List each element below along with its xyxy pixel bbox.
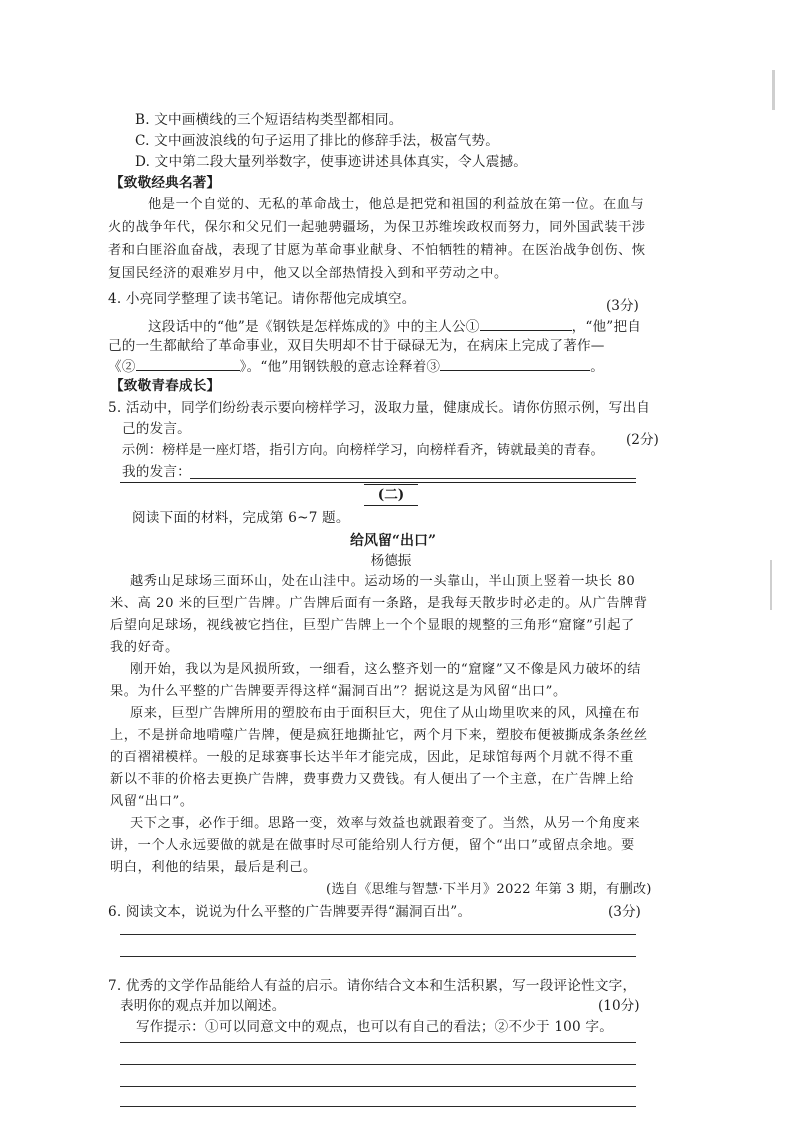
q7-answer-line[interactable]: [120, 1086, 636, 1087]
q4-line3-mid: 》。“他”用钢铁般的意志诠释着③: [239, 359, 441, 375]
option-d: D. 文中第二段大量列举数字，使事迹讲述具体真实，令人震撼。: [135, 154, 528, 170]
article-paragraph-line: 风留“出口”。: [110, 794, 194, 809]
q6-answer-line[interactable]: [120, 956, 636, 957]
q4-line2: 己的一生都献给了革命事业，双目失明却不甘于碌碌无为，在病床上完成了著作—: [108, 338, 605, 354]
q7-answer-line[interactable]: [120, 1042, 636, 1043]
article-paragraph-line: 天下之事，必作于细。思路一变，效率与效益也就跟着变了。当然，从另一个角度来: [130, 816, 641, 831]
q7-answer-line[interactable]: [120, 1064, 636, 1065]
q4-line1: [148, 316, 641, 337]
article-paragraph-line: 讲，一个人永远要做的就是在做事时尽可能给别人行方便，留个“出口”或留点余地。要: [110, 838, 635, 853]
article-paragraph-line: 原来，巨型广告牌所用的塑胶布由于面积巨大，兜住了从山坳里吹来的风，风撞在布: [130, 706, 641, 721]
section-heading-youth: 【致敬青春成长】: [110, 378, 221, 394]
article-paragraph-line: 上，不是拼命地啃噬广告牌，便是疯狂地撕扯它，两个月下来，塑胶布便被撕成条条丝丝: [110, 728, 648, 743]
q4-blank-1[interactable]: [480, 316, 572, 331]
q6-answer-line[interactable]: [120, 934, 636, 935]
article-source: (选自《思维与智慧·下半月》2022 年第 3 期，有删改): [326, 882, 652, 897]
section-heading-classic: 【致敬经典名著】: [110, 175, 221, 191]
option-c: C. 文中画波浪线的句子运用了排比的修辞手法，极富气势。: [135, 133, 500, 149]
article-paragraph-line: 的百褶裙模样。一般的足球赛事长达半年才能完成，因此，足球馆每两个月就不得不重: [110, 750, 634, 765]
q4-blank-3[interactable]: [440, 356, 590, 371]
q4-prompt: 4. 小亮同学整理了读书笔记。请你帮他完成填空。: [108, 291, 416, 307]
q6-prompt: 6. 阅读文本，说说为什么平整的广告牌要弄得“漏洞百出”。: [108, 904, 472, 920]
part-two-label-box: (二): [364, 484, 418, 506]
q5-score: (2分): [626, 432, 659, 448]
classic-passage-line: 火的战争年代，保尔和父兄们一起驰骋疆场，为保卫苏维埃政权而努力，同外国武装干涉: [108, 220, 646, 235]
q7-line1: 7. 优秀的文学作品能给人有益的启示。请你结合文本和生活积累，写一段评论性文字，: [108, 978, 637, 994]
q5-example: 示例：榜样是一座灯塔，指引方向。向榜样学习，向榜样看齐，铸就最美的青春。: [122, 443, 604, 458]
q6-score: (3分): [608, 904, 641, 920]
q4-score: (3分): [606, 298, 639, 314]
q5-answer-label: 我的发言：: [122, 464, 191, 480]
article-paragraph-line: 果。为什么平整的广告牌要弄得这样“漏洞百出”？据说这是为风留“出口”。: [110, 684, 567, 699]
q7-hint: 写作提示：①可以同意文中的观点，也可以有自己的看法；②不少于 100 字。: [136, 1019, 613, 1035]
q4-line3: [108, 356, 604, 377]
article-paragraph-line: 我的好奇。: [110, 640, 179, 655]
part-two-rule-top: [120, 482, 636, 483]
article-paragraph-line: 明白，利他的结果，最后是利己。: [110, 860, 317, 875]
classic-passage-line: 复国民经济的艰难岁月中，他又以全部热情投入到和平劳动之中。: [108, 266, 508, 281]
q5-answer-line[interactable]: [190, 478, 636, 479]
article-title: 给风留“出口”: [349, 533, 437, 549]
classic-passage-line: 他是一个自觉的、无私的革命战士，他总是把党和祖国的利益放在第一位。在血与: [148, 197, 645, 212]
classic-passage-line: 者和白匪浴血奋战，表现了甘愿为革命事业献身、不怕牺牲的精神。在医治战争创伤、恢: [108, 243, 646, 258]
part-two-instruction: 阅读下面的材料，完成第 6~7 题。: [132, 510, 350, 526]
part-two-label: [0, 484, 788, 506]
q4-line1-text: 这段话中的“他”是《钢铁是怎样炼成的》中的主人公①: [148, 319, 480, 335]
article-paragraph-line: 米、高 20 米的巨型广告牌。广告牌后面有一条路，是我每天散步时必走的。从广告牌背: [110, 596, 648, 611]
article-paragraph-line: 越秀山足球场三面环山，处在山洼中。运动场的一头靠山，半山顶上竖着一块长 80: [130, 574, 636, 589]
q4-line3-start: 《②: [108, 359, 136, 375]
q4-line3-end: 。: [590, 359, 605, 375]
q4-line1-end: ，“他”把自: [571, 319, 642, 335]
q7-score: (10分): [598, 998, 640, 1014]
article-paragraph-line: 新以不菲的价格去更换广告牌，费事费力又费钱。有人便出了一个主意，在广告牌上给: [110, 772, 634, 787]
q5-line1: 5. 活动中，同学们纷纷表示要向榜样学习，汲取力量，健康成长。请你仿照示例，写出自: [108, 400, 651, 416]
q7-answer-line[interactable]: [120, 1106, 636, 1107]
scan-edge-mark: [772, 70, 775, 110]
article-author: 杨德振: [370, 553, 412, 569]
q4-blank-2[interactable]: [136, 356, 240, 371]
option-b: B. 文中画横线的三个短语结构类型都相同。: [135, 112, 403, 128]
q5-line2: 己的发言。: [122, 421, 191, 437]
q7-line2: 表明你的观点并加以阐述。: [120, 998, 286, 1014]
article-paragraph-line: 刚开始，我以为是风损所致，一细看，这么整齐划一的“窟窿”又不像是风力破坏的结: [130, 662, 642, 677]
article-paragraph-line: 后望向足球场，视线被它挡住，巨型广告牌上一个个显眼的规整的三角形“窟窿”引起了: [110, 618, 635, 633]
